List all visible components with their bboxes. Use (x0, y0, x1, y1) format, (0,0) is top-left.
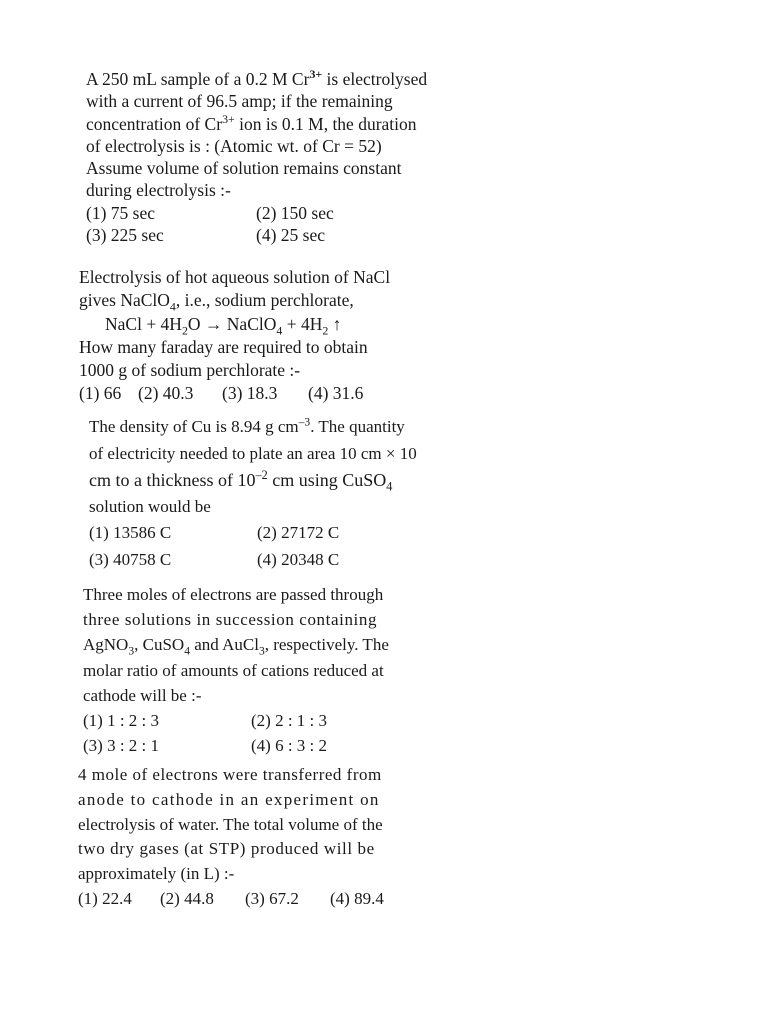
q1-text: A 250 mL sample of a 0.2 M Cr (86, 69, 310, 89)
q4-subscript: 4 (184, 644, 190, 658)
q5-line-2: anode to cathode in an experiment on (78, 789, 380, 809)
q4-text: and AuCl (189, 635, 259, 655)
q3-option-1[interactable]: (1) 13586 C (89, 523, 172, 542)
q3-text: cm to a thickness of 10 (89, 470, 256, 490)
q2-line-5: 1000 g of sodium perchlorate :- (79, 360, 301, 381)
q1-option-4[interactable]: (4) 25 sec (256, 225, 326, 246)
q5-line-5: approximately (in L) :- (78, 864, 235, 884)
q3-option-2[interactable]: (2) 27172 C (257, 523, 340, 542)
question-2 (79, 266, 429, 406)
q2-subscript: 2 (322, 323, 329, 338)
q4-options (83, 708, 428, 758)
q3-line-4: solution would be (89, 496, 211, 516)
q2-option-3[interactable]: (3) 18.3 (222, 383, 278, 404)
q1-options (86, 202, 431, 247)
q3-line-2: of electricity needed to plate an area 10 cm × 10 (89, 443, 417, 463)
q2-line-4: How many faraday are required to obtain (79, 336, 368, 357)
q1-text: ion is 0.1 M, the duration (234, 113, 417, 134)
q1-option-2[interactable]: (2) 150 sec (256, 202, 334, 223)
q1-text: concentration of Cr (86, 113, 223, 134)
q2-eq-text: NaCl + 4H (105, 313, 182, 334)
q1-option-3[interactable]: (3) 225 sec (86, 225, 164, 246)
q2-options (79, 382, 429, 405)
question-3 (89, 414, 434, 573)
q5-option-2[interactable]: (2) 44.8 (160, 888, 214, 908)
q1-line-6: during electrolysis :- (86, 180, 231, 201)
q2-equation (79, 313, 429, 336)
q2-subscript: 4 (276, 323, 283, 338)
q4-subscript: 3 (128, 644, 135, 658)
q4-line-1: Three moles of electrons are passed through (83, 585, 384, 604)
q2-subscript: 2 (181, 323, 188, 338)
q1-option-1[interactable]: (1) 75 sec (86, 202, 156, 223)
q4-option-2[interactable]: (2) 2 : 1 : 3 (251, 711, 328, 731)
q4-subscript: 3 (258, 644, 265, 658)
q5-option-4[interactable]: (4) 89.4 (330, 888, 384, 908)
question-4 (83, 582, 428, 758)
q3-option-3[interactable]: (3) 40758 C (89, 549, 172, 569)
q2-subscript: 4 (169, 299, 176, 314)
q1-line-1 (86, 68, 431, 90)
q3-subscript: 4 (386, 479, 393, 494)
q3-options (89, 520, 434, 573)
q1-line-5: Assume volume of solution remains constant (86, 158, 402, 179)
q1-text: is electrolysed (326, 69, 428, 89)
q2-eq-text: O → NaClO (187, 313, 277, 334)
q5-option-1[interactable]: (1) 22.4 (78, 888, 132, 908)
q2-eq-text: + 4H (282, 313, 323, 334)
q1-superscript: 3+ (222, 111, 235, 126)
q2-option-2[interactable]: (2) 40.3 (138, 383, 194, 404)
q2-line-2 (79, 289, 429, 312)
q4-line-5: cathode will be :- (83, 685, 202, 705)
q3-line-3 (89, 467, 434, 494)
q1-line-2: with a current of 96.5 amp; if the remaining (86, 91, 393, 112)
q4-text: , respectively. The (264, 635, 389, 655)
q5-line-1: 4 mole of electrons were transferred from (78, 765, 382, 784)
q5-options (78, 887, 423, 912)
q2-line-1: Electrolysis of hot aqueous solution of NaCl (79, 267, 391, 287)
q1-superscript: 3+ (309, 67, 323, 82)
q3-superscript: –3 (298, 415, 311, 429)
q3-text: . The quantity (310, 417, 405, 436)
q3-line-1 (89, 414, 434, 441)
question-5 (78, 763, 423, 912)
q3-text: The density of Cu is 8.94 g cm (89, 417, 299, 436)
q3-text: cm using CuSO (267, 470, 387, 490)
q4-line-3 (83, 632, 428, 657)
q5-line-4: two dry gases (at STP) produced will be (78, 839, 375, 859)
q2-option-1[interactable]: (1) 66 (79, 383, 122, 404)
q2-text: gives NaClO (79, 290, 170, 311)
q2-text: , i.e., sodium perchlorate, (175, 290, 354, 311)
q4-text: , CuSO (134, 635, 185, 655)
q2-eq-text: ↑ (328, 313, 342, 334)
q4-option-4[interactable]: (4) 6 : 3 : 2 (251, 736, 328, 756)
q1-line-4: of electrolysis is : (Atomic wt. of Cr = 52) (86, 135, 382, 156)
q3-superscript: –2 (255, 468, 268, 482)
q4-option-1[interactable]: (1) 1 : 2 : 3 (83, 711, 160, 731)
q3-option-4[interactable]: (4) 20348 C (257, 549, 340, 569)
q4-line-2: three solutions in succession containing (83, 610, 378, 630)
q5-option-3[interactable]: (3) 67.2 (245, 888, 299, 908)
q4-text: AgNO (83, 635, 129, 655)
q4-option-3[interactable]: (3) 3 : 2 : 1 (83, 736, 160, 756)
q1-line-3 (86, 113, 431, 135)
question-1 (86, 68, 431, 246)
q4-line-4: molar ratio of amounts of cations reduced at (83, 660, 384, 680)
q5-line-3: electrolysis of water. The total volume of the (78, 814, 383, 834)
q2-option-4[interactable]: (4) 31.6 (308, 383, 364, 404)
